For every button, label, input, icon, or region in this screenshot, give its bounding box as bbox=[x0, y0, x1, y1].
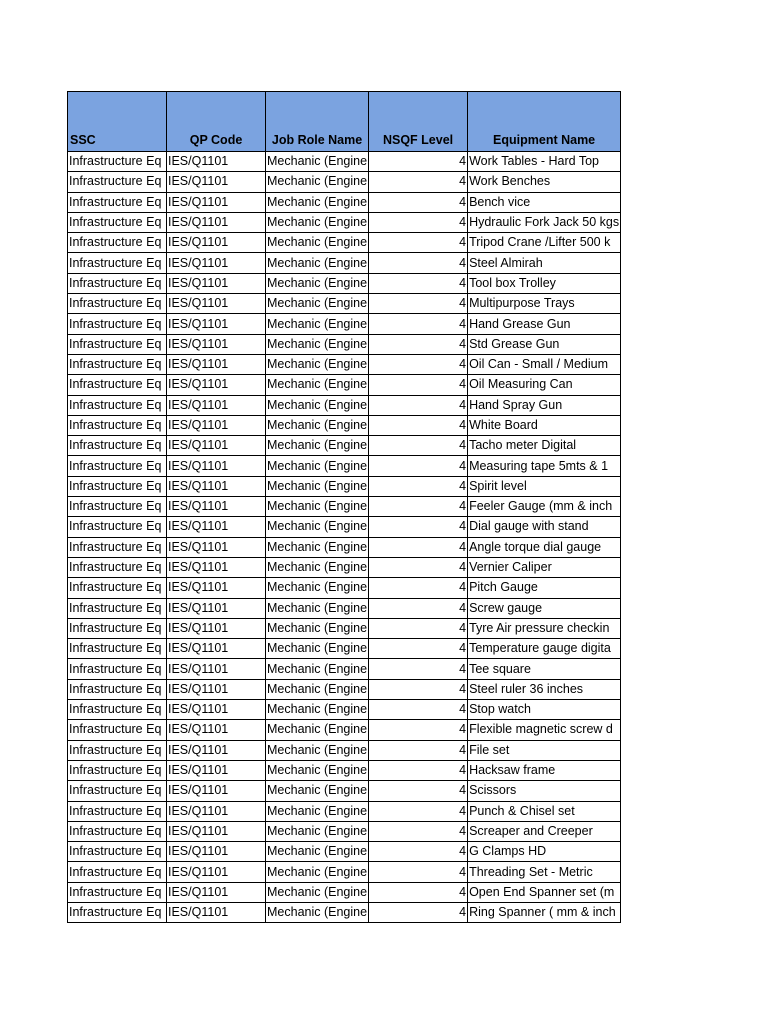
cell-qp-code[interactable]: IES/Q1101 bbox=[167, 436, 266, 456]
cell-job-role-name[interactable]: Mechanic (Engine bbox=[266, 497, 369, 517]
cell-ssc[interactable]: Infrastructure Eq bbox=[68, 375, 167, 395]
cell-equipment-name[interactable]: Measuring tape 5mts & 1 bbox=[468, 456, 621, 476]
cell-qp-code[interactable]: IES/Q1101 bbox=[167, 740, 266, 760]
cell-job-role-name[interactable]: Mechanic (Engine bbox=[266, 720, 369, 740]
table-row bbox=[68, 659, 621, 679]
cell-job-role-name[interactable]: Mechanic (Engine bbox=[266, 253, 369, 273]
cell-qp-code[interactable]: IES/Q1101 bbox=[167, 882, 266, 902]
cell-qp-code[interactable]: IES/Q1101 bbox=[167, 537, 266, 557]
cell-nsqf-level[interactable]: 4 bbox=[369, 172, 468, 192]
table-row bbox=[68, 557, 621, 577]
cell-equipment-name[interactable]: Ring Spanner ( mm & inch bbox=[468, 902, 621, 922]
cell-qp-code[interactable]: IES/Q1101 bbox=[167, 902, 266, 922]
cell-equipment-name[interactable]: Oil Can - Small / Medium bbox=[468, 354, 621, 374]
cell-qp-code[interactable]: IES/Q1101 bbox=[167, 862, 266, 882]
cell-ssc[interactable]: Infrastructure Eq bbox=[68, 882, 167, 902]
cell-job-role-name[interactable]: Mechanic (Engine bbox=[266, 152, 369, 172]
cell-nsqf-level[interactable]: 4 bbox=[369, 273, 468, 293]
table-row bbox=[68, 679, 621, 699]
cell-equipment-name[interactable]: Hand Grease Gun bbox=[468, 314, 621, 334]
cell-ssc[interactable]: Infrastructure Eq bbox=[68, 294, 167, 314]
cell-qp-code[interactable]: IES/Q1101 bbox=[167, 842, 266, 862]
cell-qp-code[interactable]: IES/Q1101 bbox=[167, 314, 266, 334]
cell-job-role-name[interactable]: Mechanic (Engine bbox=[266, 700, 369, 720]
cell-nsqf-level[interactable]: 4 bbox=[369, 517, 468, 537]
table-row bbox=[68, 578, 621, 598]
cell-ssc[interactable]: Infrastructure Eq bbox=[68, 862, 167, 882]
cell-nsqf-level[interactable]: 4 bbox=[369, 497, 468, 517]
cell-ssc[interactable]: Infrastructure Eq bbox=[68, 557, 167, 577]
column-header-qp-code[interactable]: QP Code bbox=[167, 92, 266, 152]
cell-job-role-name[interactable]: Mechanic (Engine bbox=[266, 902, 369, 922]
cell-qp-code[interactable]: IES/Q1101 bbox=[167, 233, 266, 253]
cell-job-role-name[interactable]: Mechanic (Engine bbox=[266, 578, 369, 598]
table-row bbox=[68, 253, 621, 273]
cell-qp-code[interactable]: IES/Q1101 bbox=[167, 273, 266, 293]
table-row bbox=[68, 882, 621, 902]
cell-job-role-name[interactable]: Mechanic (Engine bbox=[266, 781, 369, 801]
cell-qp-code[interactable]: IES/Q1101 bbox=[167, 700, 266, 720]
table-row bbox=[68, 354, 621, 374]
cell-equipment-name[interactable]: Scissors bbox=[468, 781, 621, 801]
cell-qp-code[interactable]: IES/Q1101 bbox=[167, 253, 266, 273]
cell-equipment-name[interactable]: Tyre Air pressure checkin bbox=[468, 618, 621, 638]
table-row bbox=[68, 476, 621, 496]
cell-job-role-name[interactable]: Mechanic (Engine bbox=[266, 395, 369, 415]
table-row bbox=[68, 152, 621, 172]
cell-nsqf-level[interactable]: 4 bbox=[369, 902, 468, 922]
cell-qp-code[interactable]: IES/Q1101 bbox=[167, 760, 266, 780]
cell-qp-code[interactable]: IES/Q1101 bbox=[167, 212, 266, 232]
cell-nsqf-level[interactable]: 4 bbox=[369, 395, 468, 415]
cell-equipment-name[interactable]: Oil Measuring Can bbox=[468, 375, 621, 395]
cell-nsqf-level[interactable]: 4 bbox=[369, 740, 468, 760]
cell-qp-code[interactable]: IES/Q1101 bbox=[167, 801, 266, 821]
cell-nsqf-level[interactable]: 4 bbox=[369, 537, 468, 557]
cell-nsqf-level[interactable]: 4 bbox=[369, 618, 468, 638]
table-row bbox=[68, 172, 621, 192]
table-row bbox=[68, 821, 621, 841]
cell-qp-code[interactable]: IES/Q1101 bbox=[167, 497, 266, 517]
cell-equipment-name[interactable]: Vernier Caliper bbox=[468, 557, 621, 577]
cell-nsqf-level[interactable]: 4 bbox=[369, 415, 468, 435]
table-header bbox=[68, 92, 621, 152]
table-row bbox=[68, 436, 621, 456]
table-row bbox=[68, 192, 621, 212]
table-row bbox=[68, 720, 621, 740]
cell-job-role-name[interactable]: Mechanic (Engine bbox=[266, 801, 369, 821]
cell-ssc[interactable]: Infrastructure Eq bbox=[68, 720, 167, 740]
cell-ssc[interactable]: Infrastructure Eq bbox=[68, 537, 167, 557]
cell-ssc[interactable]: Infrastructure Eq bbox=[68, 172, 167, 192]
table-row bbox=[68, 456, 621, 476]
cell-equipment-name[interactable]: Flexible magnetic screw d bbox=[468, 720, 621, 740]
cell-job-role-name[interactable]: Mechanic (Engine bbox=[266, 476, 369, 496]
cell-nsqf-level[interactable]: 4 bbox=[369, 578, 468, 598]
cell-qp-code[interactable]: IES/Q1101 bbox=[167, 618, 266, 638]
cell-ssc[interactable]: Infrastructure Eq bbox=[68, 192, 167, 212]
cell-nsqf-level[interactable]: 4 bbox=[369, 862, 468, 882]
cell-qp-code[interactable]: IES/Q1101 bbox=[167, 172, 266, 192]
cell-nsqf-level[interactable]: 4 bbox=[369, 192, 468, 212]
cell-nsqf-level[interactable]: 4 bbox=[369, 253, 468, 273]
cell-equipment-name[interactable]: Work Benches bbox=[468, 172, 621, 192]
cell-equipment-name[interactable]: Punch & Chisel set bbox=[468, 801, 621, 821]
cell-job-role-name[interactable]: Mechanic (Engine bbox=[266, 172, 369, 192]
cell-nsqf-level[interactable]: 4 bbox=[369, 233, 468, 253]
table-row bbox=[68, 212, 621, 232]
cell-qp-code[interactable]: IES/Q1101 bbox=[167, 152, 266, 172]
table-row bbox=[68, 842, 621, 862]
cell-qp-code[interactable]: IES/Q1101 bbox=[167, 517, 266, 537]
column-header-ssc[interactable]: SSC bbox=[68, 92, 167, 152]
cell-qp-code[interactable]: IES/Q1101 bbox=[167, 395, 266, 415]
cell-qp-code[interactable]: IES/Q1101 bbox=[167, 557, 266, 577]
cell-equipment-name[interactable]: Work Tables - Hard Top bbox=[468, 152, 621, 172]
cell-job-role-name[interactable]: Mechanic (Engine bbox=[266, 354, 369, 374]
cell-nsqf-level[interactable]: 4 bbox=[369, 476, 468, 496]
cell-nsqf-level[interactable]: 4 bbox=[369, 659, 468, 679]
cell-equipment-name[interactable]: Feeler Gauge (mm & inch bbox=[468, 497, 621, 517]
cell-job-role-name[interactable]: Mechanic (Engine bbox=[266, 760, 369, 780]
cell-ssc[interactable]: Infrastructure Eq bbox=[68, 334, 167, 354]
cell-nsqf-level[interactable]: 4 bbox=[369, 679, 468, 699]
cell-qp-code[interactable]: IES/Q1101 bbox=[167, 476, 266, 496]
cell-ssc[interactable]: Infrastructure Eq bbox=[68, 781, 167, 801]
cell-ssc[interactable]: Infrastructure Eq bbox=[68, 517, 167, 537]
cell-nsqf-level[interactable]: 4 bbox=[369, 436, 468, 456]
cell-ssc[interactable]: Infrastructure Eq bbox=[68, 598, 167, 618]
cell-job-role-name[interactable]: Mechanic (Engine bbox=[266, 192, 369, 212]
cell-qp-code[interactable]: IES/Q1101 bbox=[167, 192, 266, 212]
cell-equipment-name[interactable]: Std Grease Gun bbox=[468, 334, 621, 354]
cell-nsqf-level[interactable]: 4 bbox=[369, 700, 468, 720]
cell-ssc[interactable]: Infrastructure Eq bbox=[68, 578, 167, 598]
cell-nsqf-level[interactable]: 4 bbox=[369, 152, 468, 172]
cell-job-role-name[interactable]: Mechanic (Engine bbox=[266, 740, 369, 760]
cell-ssc[interactable]: Infrastructure Eq bbox=[68, 152, 167, 172]
cell-ssc[interactable]: Infrastructure Eq bbox=[68, 233, 167, 253]
cell-qp-code[interactable]: IES/Q1101 bbox=[167, 821, 266, 841]
table-row bbox=[68, 415, 621, 435]
cell-equipment-name[interactable]: Screw gauge bbox=[468, 598, 621, 618]
cell-ssc[interactable]: Infrastructure Eq bbox=[68, 253, 167, 273]
cell-nsqf-level[interactable]: 4 bbox=[369, 842, 468, 862]
cell-qp-code[interactable]: IES/Q1101 bbox=[167, 456, 266, 476]
table-row bbox=[68, 497, 621, 517]
table-row bbox=[68, 740, 621, 760]
table-row bbox=[68, 334, 621, 354]
cell-equipment-name[interactable]: Hand Spray Gun bbox=[468, 395, 621, 415]
cell-ssc[interactable]: Infrastructure Eq bbox=[68, 314, 167, 334]
cell-qp-code[interactable]: IES/Q1101 bbox=[167, 294, 266, 314]
cell-ssc[interactable]: Infrastructure Eq bbox=[68, 639, 167, 659]
table-row bbox=[68, 375, 621, 395]
cell-ssc[interactable]: Infrastructure Eq bbox=[68, 700, 167, 720]
cell-job-role-name[interactable]: Mechanic (Engine bbox=[266, 334, 369, 354]
cell-equipment-name[interactable]: File set bbox=[468, 740, 621, 760]
cell-qp-code[interactable]: IES/Q1101 bbox=[167, 334, 266, 354]
cell-nsqf-level[interactable]: 4 bbox=[369, 456, 468, 476]
table-row bbox=[68, 294, 621, 314]
cell-equipment-name[interactable]: Hydraulic Fork Jack 50 kgs bbox=[468, 212, 621, 232]
cell-ssc[interactable]: Infrastructure Eq bbox=[68, 821, 167, 841]
table-row bbox=[68, 598, 621, 618]
cell-nsqf-level[interactable]: 4 bbox=[369, 557, 468, 577]
cell-equipment-name[interactable]: Tacho meter Digital bbox=[468, 436, 621, 456]
cell-nsqf-level[interactable]: 4 bbox=[369, 821, 468, 841]
cell-equipment-name[interactable]: Tee square bbox=[468, 659, 621, 679]
cell-ssc[interactable]: Infrastructure Eq bbox=[68, 801, 167, 821]
cell-equipment-name[interactable]: Bench vice bbox=[468, 192, 621, 212]
cell-nsqf-level[interactable]: 4 bbox=[369, 294, 468, 314]
cell-equipment-name[interactable]: White Board bbox=[468, 415, 621, 435]
cell-qp-code[interactable]: IES/Q1101 bbox=[167, 354, 266, 374]
cell-ssc[interactable]: Infrastructure Eq bbox=[68, 659, 167, 679]
table-row bbox=[68, 639, 621, 659]
cell-qp-code[interactable]: IES/Q1101 bbox=[167, 578, 266, 598]
cell-nsqf-level[interactable]: 4 bbox=[369, 760, 468, 780]
cell-equipment-name[interactable]: Screaper and Creeper bbox=[468, 821, 621, 841]
table-row bbox=[68, 273, 621, 293]
cell-nsqf-level[interactable]: 4 bbox=[369, 212, 468, 232]
cell-qp-code[interactable]: IES/Q1101 bbox=[167, 659, 266, 679]
cell-equipment-name[interactable]: Temperature gauge digita bbox=[468, 639, 621, 659]
cell-nsqf-level[interactable]: 4 bbox=[369, 639, 468, 659]
cell-job-role-name[interactable]: Mechanic (Engine bbox=[266, 639, 369, 659]
column-header-job-role-name[interactable]: Job Role Name bbox=[266, 92, 369, 152]
cell-ssc[interactable]: Infrastructure Eq bbox=[68, 902, 167, 922]
cell-equipment-name[interactable]: Multipurpose Trays bbox=[468, 294, 621, 314]
cell-qp-code[interactable]: IES/Q1101 bbox=[167, 415, 266, 435]
cell-ssc[interactable]: Infrastructure Eq bbox=[68, 273, 167, 293]
table-row bbox=[68, 537, 621, 557]
cell-job-role-name[interactable]: Mechanic (Engine bbox=[266, 436, 369, 456]
cell-ssc[interactable]: Infrastructure Eq bbox=[68, 740, 167, 760]
cell-job-role-name[interactable]: Mechanic (Engine bbox=[266, 212, 369, 232]
table-row bbox=[68, 233, 621, 253]
column-header-equipment-name[interactable]: Equipment Name bbox=[468, 92, 621, 152]
cell-job-role-name[interactable]: Mechanic (Engine bbox=[266, 862, 369, 882]
cell-nsqf-level[interactable]: 4 bbox=[369, 598, 468, 618]
cell-job-role-name[interactable]: Mechanic (Engine bbox=[266, 842, 369, 862]
cell-job-role-name[interactable]: Mechanic (Engine bbox=[266, 314, 369, 334]
cell-job-role-name[interactable]: Mechanic (Engine bbox=[266, 821, 369, 841]
cell-equipment-name[interactable]: Steel Almirah bbox=[468, 253, 621, 273]
cell-job-role-name[interactable]: Mechanic (Engine bbox=[266, 517, 369, 537]
header-row bbox=[68, 92, 621, 152]
cell-ssc[interactable]: Infrastructure Eq bbox=[68, 760, 167, 780]
cell-qp-code[interactable]: IES/Q1101 bbox=[167, 598, 266, 618]
cell-qp-code[interactable]: IES/Q1101 bbox=[167, 679, 266, 699]
cell-ssc[interactable]: Infrastructure Eq bbox=[68, 212, 167, 232]
cell-nsqf-level[interactable]: 4 bbox=[369, 720, 468, 740]
table-row bbox=[68, 618, 621, 638]
cell-ssc[interactable]: Infrastructure Eq bbox=[68, 497, 167, 517]
cell-equipment-name[interactable]: Spirit level bbox=[468, 476, 621, 496]
cell-qp-code[interactable]: IES/Q1101 bbox=[167, 720, 266, 740]
cell-nsqf-level[interactable]: 4 bbox=[369, 354, 468, 374]
cell-ssc[interactable]: Infrastructure Eq bbox=[68, 456, 167, 476]
column-header-nsqf-level[interactable]: NSQF Level bbox=[369, 92, 468, 152]
cell-job-role-name[interactable]: Mechanic (Engine bbox=[266, 882, 369, 902]
table-row bbox=[68, 395, 621, 415]
cell-job-role-name[interactable]: Mechanic (Engine bbox=[266, 679, 369, 699]
cell-ssc[interactable]: Infrastructure Eq bbox=[68, 618, 167, 638]
cell-nsqf-level[interactable]: 4 bbox=[369, 801, 468, 821]
cell-job-role-name[interactable]: Mechanic (Engine bbox=[266, 294, 369, 314]
cell-job-role-name[interactable]: Mechanic (Engine bbox=[266, 598, 369, 618]
table-row bbox=[68, 801, 621, 821]
cell-nsqf-level[interactable]: 4 bbox=[369, 882, 468, 902]
cell-nsqf-level[interactable]: 4 bbox=[369, 781, 468, 801]
cell-nsqf-level[interactable]: 4 bbox=[369, 375, 468, 395]
cell-qp-code[interactable]: IES/Q1101 bbox=[167, 639, 266, 659]
cell-qp-code[interactable]: IES/Q1101 bbox=[167, 375, 266, 395]
cell-equipment-name[interactable]: Pitch Gauge bbox=[468, 578, 621, 598]
cell-ssc[interactable]: Infrastructure Eq bbox=[68, 679, 167, 699]
table-row bbox=[68, 781, 621, 801]
cell-ssc[interactable]: Infrastructure Eq bbox=[68, 476, 167, 496]
table-row bbox=[68, 902, 621, 922]
cell-ssc[interactable]: Infrastructure Eq bbox=[68, 354, 167, 374]
cell-equipment-name[interactable]: Hacksaw frame bbox=[468, 760, 621, 780]
table-row bbox=[68, 314, 621, 334]
cell-equipment-name[interactable]: Dial gauge with stand bbox=[468, 517, 621, 537]
equipment-table bbox=[67, 91, 621, 923]
cell-qp-code[interactable]: IES/Q1101 bbox=[167, 781, 266, 801]
cell-equipment-name[interactable]: G Clamps HD bbox=[468, 842, 621, 862]
cell-job-role-name[interactable]: Mechanic (Engine bbox=[266, 537, 369, 557]
cell-equipment-name[interactable]: Tripod Crane /Lifter 500 k bbox=[468, 233, 621, 253]
table-row bbox=[68, 517, 621, 537]
cell-equipment-name[interactable]: Stop watch bbox=[468, 700, 621, 720]
cell-equipment-name[interactable]: Angle torque dial gauge bbox=[468, 537, 621, 557]
cell-job-role-name[interactable]: Mechanic (Engine bbox=[266, 375, 369, 395]
cell-ssc[interactable]: Infrastructure Eq bbox=[68, 395, 167, 415]
cell-equipment-name[interactable]: Threading Set - Metric bbox=[468, 862, 621, 882]
cell-job-role-name[interactable]: Mechanic (Engine bbox=[266, 415, 369, 435]
cell-job-role-name[interactable]: Mechanic (Engine bbox=[266, 618, 369, 638]
cell-ssc[interactable]: Infrastructure Eq bbox=[68, 415, 167, 435]
cell-equipment-name[interactable]: Steel ruler 36 inches bbox=[468, 679, 621, 699]
cell-nsqf-level[interactable]: 4 bbox=[369, 334, 468, 354]
cell-equipment-name[interactable]: Open End Spanner set (m bbox=[468, 882, 621, 902]
table-row bbox=[68, 760, 621, 780]
cell-ssc[interactable]: Infrastructure Eq bbox=[68, 842, 167, 862]
table-row bbox=[68, 862, 621, 882]
cell-job-role-name[interactable]: Mechanic (Engine bbox=[266, 557, 369, 577]
cell-job-role-name[interactable]: Mechanic (Engine bbox=[266, 659, 369, 679]
table-row bbox=[68, 700, 621, 720]
cell-nsqf-level[interactable]: 4 bbox=[369, 314, 468, 334]
cell-job-role-name[interactable]: Mechanic (Engine bbox=[266, 233, 369, 253]
cell-ssc[interactable]: Infrastructure Eq bbox=[68, 436, 167, 456]
cell-equipment-name[interactable]: Tool box Trolley bbox=[468, 273, 621, 293]
table-body bbox=[68, 152, 621, 923]
cell-job-role-name[interactable]: Mechanic (Engine bbox=[266, 273, 369, 293]
cell-job-role-name[interactable]: Mechanic (Engine bbox=[266, 456, 369, 476]
